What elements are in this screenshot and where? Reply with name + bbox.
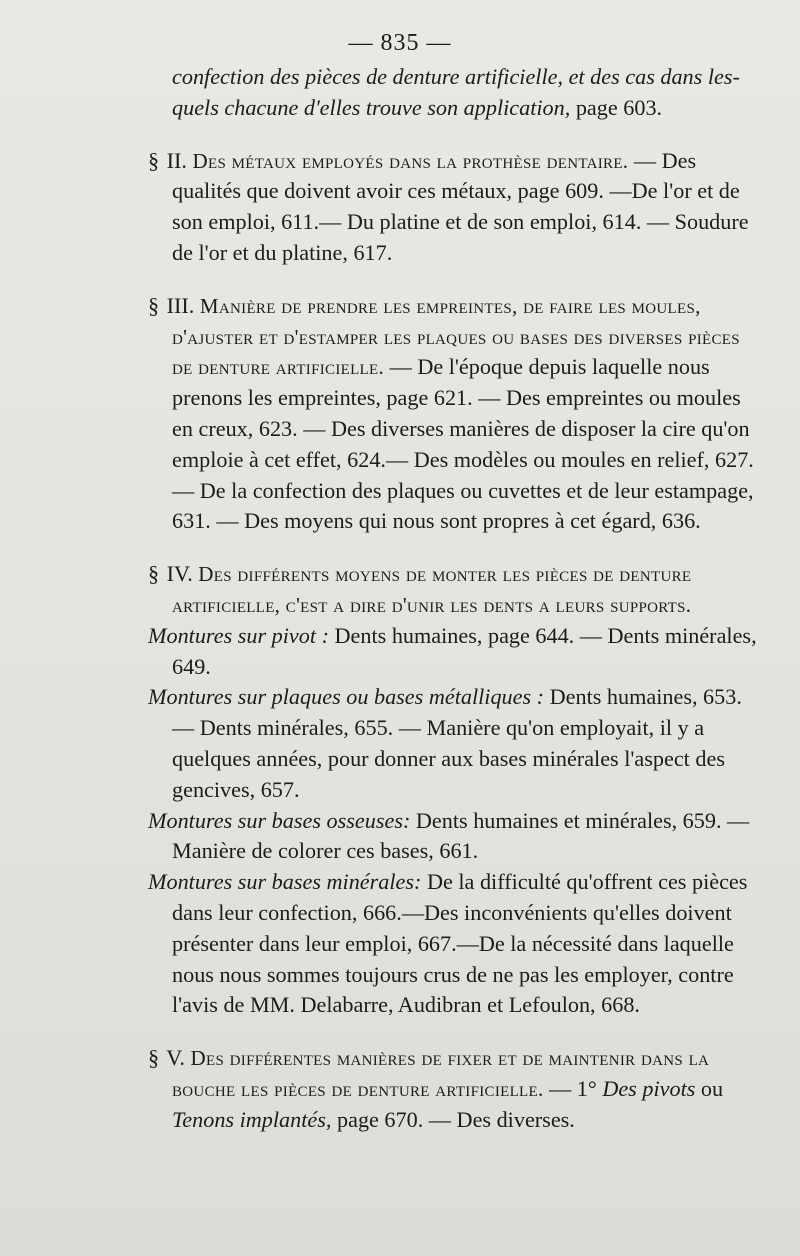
item-label: Montures sur bases minérales: [148, 869, 422, 895]
section-italic-term: Tenons implantés, [172, 1106, 332, 1132]
section-number: V. [166, 1045, 185, 1071]
section-body-post: page 670. — Des diverses. [331, 1106, 575, 1132]
item-label: Montures sur bases osseuses: [148, 807, 411, 833]
list-item [148, 682, 760, 805]
item-text: Dents humaines, 653. — Dents minérales, 655. — Manière qu'on employait, il y a quelques années, pour donner aux bases minérales l'aspect des gencives, 657. [172, 684, 742, 802]
section-mark: § [148, 292, 160, 318]
section-heading: Des différentes manières de fixer et de maintenir dans la bouche les pièces de denture artificielle. [172, 1046, 710, 1101]
section-italic-term: Des pivots [602, 1075, 696, 1101]
section-number: III. [166, 292, 195, 318]
section-body-mid: ou [695, 1075, 724, 1101]
section-mark: § [148, 147, 160, 173]
item-text: Dents humaines, page 644. — Dents minérales, 649. [172, 622, 757, 679]
item-label: Montures sur plaques ou bases métalliques : [148, 684, 545, 710]
section-body: — De l'époque depuis laquelle nous prenons les empreintes, page 621. — Des empreintes ou moules en creux, 623. — Des diverses manières de disposer la cire qu'on emploie à cet effet, 624.— Des modèles ou moules en relief, 627. — De la confection des plaques ou cuvettes et de leur estampage, 631. — Des moyens qui nous sont propres à cet égard, 636. [172, 354, 754, 534]
section-number: II. [166, 147, 187, 173]
page-content [148, 62, 760, 1136]
section-ii [148, 146, 760, 269]
section-iv [148, 559, 760, 1021]
intro-page-ref: page 603. [570, 94, 663, 120]
item-label: Montures sur pivot : [148, 622, 329, 648]
page-number: — 835 — [348, 30, 452, 56]
list-item [148, 806, 760, 868]
section-heading: Manière de prendre les empreintes, de faire les moules, d'ajuster et d'estamper les plaques ou bases des diverses pièces de denture artificielle. [172, 293, 740, 380]
item-text: Dents humaines et minérales, 659. — Manière de colorer ces bases, 661. [172, 807, 750, 864]
item-text: De la difficulté qu'offrent ces pièces dans leur confection, 666.—Des inconvénients qu'elles doivent présenter dans leur emploi, 667.—De la nécessité dans laquelle nous nous sommes toujours crus de ne pas les employer, contre l'avis de MM. Delabarre, Audibran et Lefoulon, 668. [172, 869, 748, 1018]
section-v [148, 1043, 760, 1135]
section-mark: § [148, 1045, 160, 1071]
section-body-pre: — 1° [543, 1075, 603, 1101]
intro-paragraph [148, 62, 760, 124]
list-item [148, 621, 760, 683]
list-item [148, 867, 760, 1021]
intro-italic-text: confection des pièces de denture artificielle, et des cas dans les-quels chacune d'elles trouve son application, [172, 64, 740, 120]
section-heading: Des différents moyens de monter les pièces de denture artificielle, c'est a dire d'unir les dents a leurs supports. [172, 562, 692, 617]
section-number: IV. [166, 561, 193, 587]
section-iii [148, 291, 760, 537]
section-heading: Des métaux employés dans la prothèse dentaire. [192, 148, 629, 173]
section-mark: § [148, 561, 160, 587]
section-body: — Des qualités que doivent avoir ces métaux, page 609. —De l'or et de son emploi, 611.— Du platine et de son emploi, 614. — Soudure de l'or et du platine, 617. [172, 147, 749, 265]
